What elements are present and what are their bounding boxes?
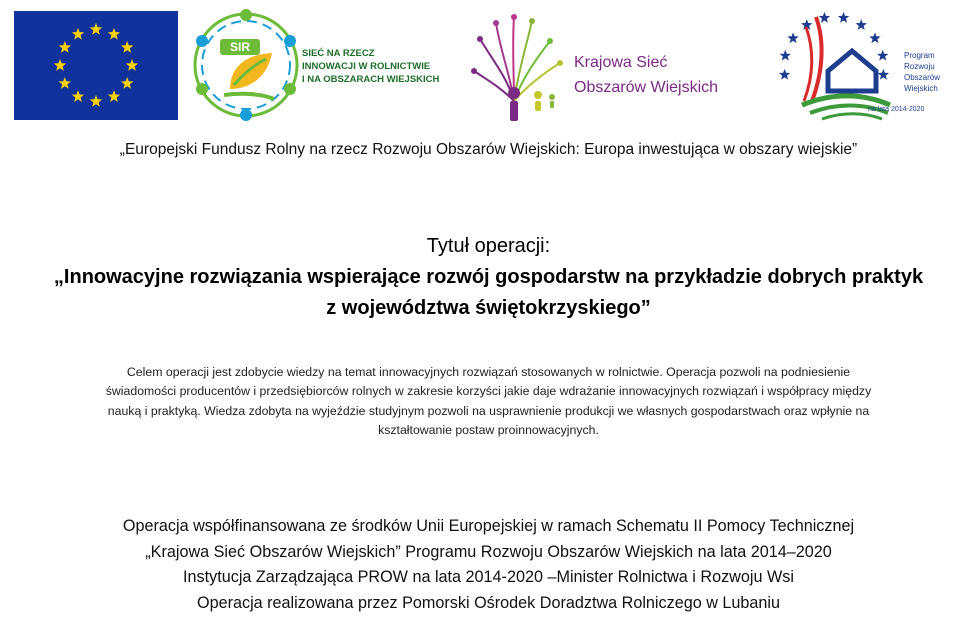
eafrd-slogan: „Europejski Fundusz Rolny na rzecz Rozwoju Obszarów Wiejskich: Europa inwestująca w obszary wiejskie” — [119, 141, 858, 158]
sir-emblem-icon — [195, 9, 297, 121]
prow-star-icon — [856, 19, 867, 30]
operation-title-block — [0, 231, 977, 324]
ksow-flower-icon — [471, 14, 563, 121]
prow-star-icon — [878, 69, 889, 80]
logo-bar — [0, 0, 977, 125]
footer-line-3: Instytucja Zarządzająca PROW na lata 2014-2020 –Minister Rolnictwa i Rozwoju Wsi — [183, 568, 794, 586]
prow-star-icon — [779, 69, 790, 80]
description-line-2: świadomości producentów i przedsiębiorców rolnych w zakresie korzyści jakie daje wdrażanie innowacyjnych rozwiązań i współpracy między — [105, 384, 872, 399]
footer-line-2: „Krajowa Sieć Obszarów Wiejskich” Programu Rozwoju Obszarów Wiejskich na lata 2014–2020 — [145, 542, 832, 561]
eu-flag-logo — [14, 11, 178, 120]
prow-word-1: Program — [904, 51, 935, 60]
prow-star-icon — [787, 32, 798, 43]
description-line-1: Celem operacji jest zdobycie wiedzy na temat innowacyjnych rozwiązań stosowanych w rolnictwie. Operacja pozwoli na podniesienie — [126, 365, 851, 379]
prow-logo — [772, 9, 962, 122]
sir-name-line-1: SIEĆ NA RZECZ — [302, 48, 375, 59]
ksow-name-line-1: Krajowa Sieć — [574, 54, 668, 71]
sir-name-line-2: INNOWACJI W ROLNICTWIE — [302, 61, 431, 72]
funding-footer — [0, 514, 977, 616]
prow-star-icon — [869, 32, 880, 43]
ksow-name-line-2: Obszarów Wiejskich — [574, 79, 719, 96]
prow-word-2: Rozwoju — [904, 62, 935, 71]
svg-text:SIR: SIR — [229, 40, 251, 54]
prow-star-icon — [838, 12, 849, 23]
operation-title-label: Tytuł operacji: — [426, 235, 551, 257]
prow-word-3: Obszarów — [904, 73, 941, 82]
description-line-4: kształtowanie postaw proinnowacyjnych. — [378, 422, 599, 437]
footer-line-4: Operacja realizowana przez Pomorski Ośrodek Doradztwa Rolniczego w Lubaniu — [196, 593, 781, 612]
prow-star-icon — [877, 50, 888, 61]
operation-title-line-2: z województwa świętokrzyskiego” — [326, 297, 651, 319]
ksow-logo — [470, 9, 762, 122]
sir-network-logo — [190, 9, 465, 122]
operation-description — [10, 363, 967, 440]
prow-period: na lata 2014-2020 — [868, 106, 925, 113]
sir-name-line-3: I NA OBSZARACH WIEJSKICH — [302, 74, 440, 85]
prow-word-4: Wiejskich — [904, 84, 938, 93]
prow-emblem-icon — [779, 12, 890, 119]
prow-star-icon — [819, 12, 830, 23]
prow-star-icon — [780, 50, 791, 61]
footer-line-1: Operacja współfinansowana ze środków Unii Europejskiej w ramach Schematu II Pomocy Technicznej — [122, 517, 855, 535]
description-line-3: nauką i praktyką. Wiedza zdobyta na wyjeździe studyjnym pozwoli na usprawnienie produkcji we własnych gospodarstwach oraz wpłynie na — [107, 403, 870, 418]
operation-title-line-1: „Innowacyjne rozwiązania wspierające rozwój gospodarstw na przykładzie dobrych praktyk — [53, 266, 924, 288]
